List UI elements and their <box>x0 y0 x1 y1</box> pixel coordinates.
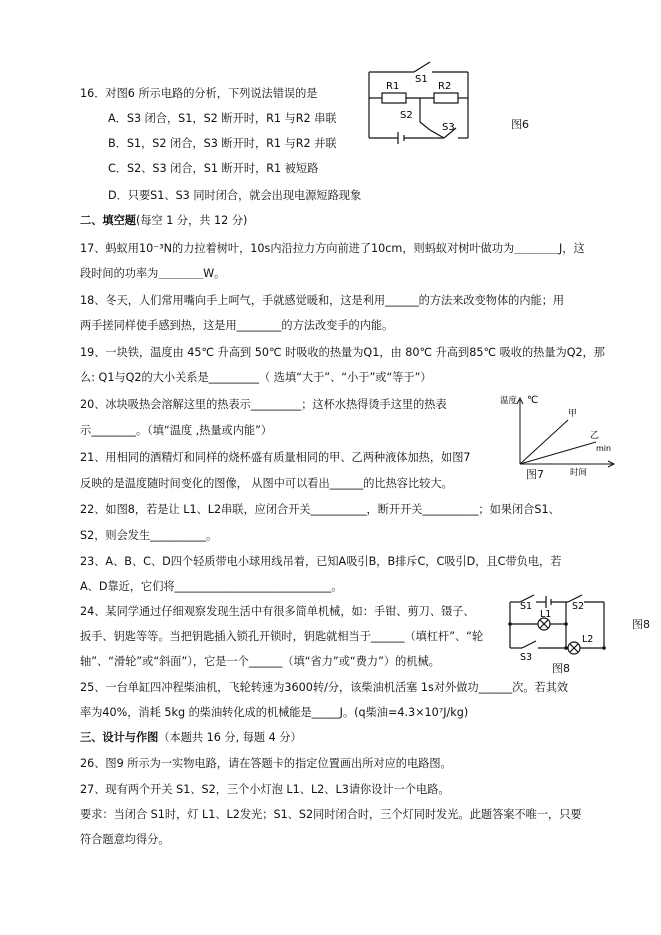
section-2-heading: 二、填空题 <box>80 214 136 227</box>
q16-option-a: A．S3 闭合，S1，S2 断开时，R1 与R2 串联 <box>108 112 337 125</box>
q20-line-2: 示________。（填“温度 ,热量或内能”） <box>80 424 273 437</box>
fig7-yunit: ℃ <box>527 395 539 406</box>
q21-line-2: 反映的是温度随时间变化的图像， 从图中可以看出______的比热容比较大。 <box>80 477 453 490</box>
fig7-xunit: min <box>596 444 612 453</box>
fig8-side-caption: 图8 <box>632 618 650 631</box>
q17-line-2: 段时间的功率为＿＿＿＿W。 <box>80 267 226 280</box>
q26-line: 26、图9 所示为一实物电路，请在答题卡的指定位置画出所对应的电路图。 <box>80 757 452 770</box>
q24-line-3: 轴”、“滑轮”或“斜面”），它是一个______（填“省力”或“费力”）的机械。 <box>80 655 440 668</box>
figure-8-circuit <box>506 590 610 663</box>
q23-line-2: A、D靠近，它们将____________________________。 <box>80 580 343 593</box>
fig8-s3-label: S3 <box>520 652 533 663</box>
q16-option-c: C．S2、S3 闭合，S1 断开时，R1 被短路 <box>108 162 319 175</box>
q19-line-1: 19、一块铁，温度由 45℃ 升高到 50℃ 时吸收的热量为Q1，由 80℃ 升高到85℃ 吸收的热量为Q2，那 <box>80 346 605 359</box>
q27-line-3: 符合题意均得分。 <box>80 833 170 846</box>
q25-line-1: 25、一台单缸四冲程柴油机，飞轮转速为3600转/分，该柴油机活塞 1s对外做功______次。若其效 <box>80 681 569 694</box>
fig8-l1-label: L1 <box>540 609 552 620</box>
section-3-heading: 三、设计与作图 <box>80 731 159 744</box>
q16-stem: 16．对图6 所示电路的分析，下列说法错误的是 <box>80 87 318 100</box>
q22-line-2: S2，则会发生__________。 <box>80 529 218 542</box>
q18-line-1: 18、冬天，人们常用嘴向手上呵气，手就感觉暖和，这是利用______的方法来改变物体的内能；用 <box>80 294 565 307</box>
q23-line-1: 23、A、B、C、D四个轻质带电小球用线吊着，已知A吸引B，B排斥C，C吸引D，且C带负电，若 <box>80 555 562 568</box>
q24-line-2: 扳手、钥匙等等。当把钥匙插入锁孔开锁时，钥匙就相当于______（填杠杆”、“轮 <box>80 630 484 643</box>
q21-line-1: 21、用相同的酒精灯和同样的烧杯盛有质量相同的甲、乙两种液体加热，如图7 <box>80 451 471 464</box>
q18-line-2: 两手搓同样使手感到热，这是用________的方法改变手的内能。 <box>80 319 394 332</box>
q16-option-d: D．只要S1、S3 同时闭合，就会出现电源短路现象 <box>108 189 362 202</box>
section-3-note: （本题共 16 分, 每题 4 分） <box>158 731 302 744</box>
section-3-header <box>80 730 302 746</box>
q22-line-1: 22、如图8，若是让 L1、L2串联，应闭合开关__________，断开开关__________；如果闭合S1、 <box>80 503 560 516</box>
fig6-s3-label: S3 <box>442 122 455 133</box>
q16-option-b: B．S1，S2 闭合，S3 断开时，R1 与R2 并联 <box>108 137 337 150</box>
fig6-s2-label: S2 <box>400 110 413 121</box>
fig8-l2-label: L2 <box>582 634 594 645</box>
q25-line-2: 率为40%，消耗 5kg 的柴油转化成的机械能是_____J。(q柴油=4.3×10⁷J/kg) <box>80 706 469 719</box>
q17-line-1: 17、蚂蚁用10⁻³N的力拉着树叶，10s内沿拉力方向前进了10cm，则蚂蚁对树叶做功为＿＿＿＿J，这 <box>80 242 585 255</box>
section-2-header <box>80 213 247 229</box>
section-2-note: (每空 1 分，共 12 分) <box>135 214 248 227</box>
fig7-caption: 图7 <box>526 468 544 481</box>
fig6-r1-label: R1 <box>386 81 400 92</box>
q19-line-2: 么: Q1与Q2的大小关系是_________（ 选填“大于”、“小于”或“等于”） <box>80 371 432 384</box>
q20-line-1: 20、冰块吸热会溶解这里的热表示_________；这杯水热得烫手这里的热表 <box>80 398 447 411</box>
fig8-s1-label: S1 <box>520 601 533 612</box>
fig6-caption: 图6 <box>511 118 529 131</box>
q27-line-1: 27、现有两个开关 S1、S2，三个小灯泡 L1、L2、L3请你设计一个电路。 <box>80 783 450 796</box>
fig6-r2-label: R2 <box>438 81 452 92</box>
q24-line-1: 24、某同学通过仔细观察发现生活中有很多简单机械，如：手钳、剪刀、镊子、 <box>80 605 475 618</box>
fig7-line-b-label: 乙 <box>590 431 600 441</box>
q27-line-2: 要求：当闭合 S1时，灯 L1、L2发光；S1、S2同时闭合时，三个灯同时发光。此题答案不唯一，只要 <box>80 808 582 821</box>
fig7-xlabel: 时间 <box>570 468 588 478</box>
fig8-caption: 图8 <box>552 662 570 675</box>
fig6-s1-label: S1 <box>415 74 428 85</box>
fig7-ylabel: 温度 <box>500 396 518 406</box>
fig7-line-a-label: 甲 <box>568 409 578 419</box>
fig8-s2-label: S2 <box>572 601 585 612</box>
figure-6-circuit <box>364 58 474 148</box>
